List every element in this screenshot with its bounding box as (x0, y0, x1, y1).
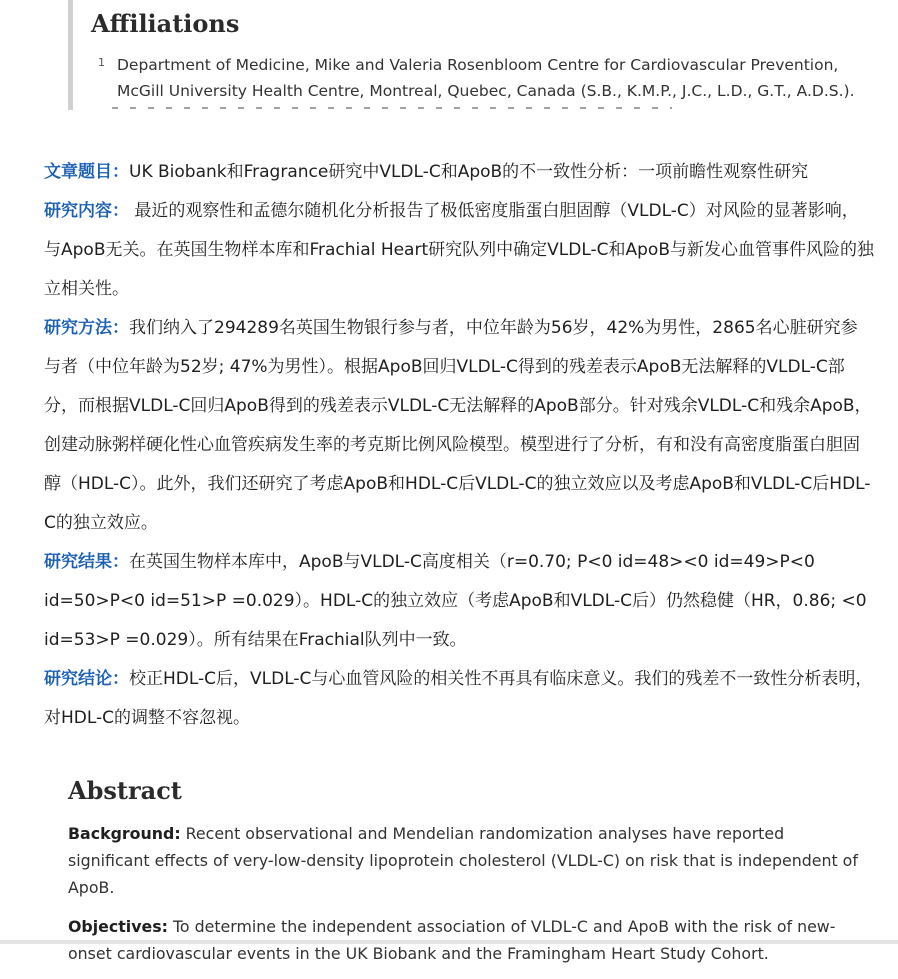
abstract-background-label: Background: (68, 824, 181, 843)
summary-result-text: 在英国生物样本库中，ApoB与VLDL-C高度相关（r=0.70; P<0 id=48><0 id=49>P<0 id=50>P<0 id=51>P =0.029）。HDL-C的独立效应（考虑ApoB和VLDL-C后）仍然稳健（HR，0.86; <0 id=53>P =0.029）。所有结果在Frachial队列中一致。 (44, 552, 867, 650)
summary-conclusion-text: 校正HDL-C后，VLDL-C与心血管风险的相关性不再具有临床意义。我们的残差不一致性分析表明，对HDL-C的调整不容忽视。 (44, 669, 873, 728)
abstract-background-text: Recent observational and Mendelian randomization analyses have reported significant effects of very-low-density lipoprotein cholesterol (VLDL-C) on risk that is independent of ApoB. (68, 824, 858, 897)
summary-content (44, 192, 874, 309)
cut-off-text-line (112, 104, 672, 110)
summary-conclusion-label: 研究结论： (44, 669, 129, 689)
abstract-objectives-label: Objectives: (68, 917, 168, 936)
affiliations-heading: Affiliations (91, 9, 240, 38)
abstract-body (68, 820, 868, 979)
abstract-background (68, 820, 868, 901)
summary-content-label: 研究内容： (44, 201, 129, 221)
abstract-heading: Abstract (68, 776, 182, 805)
summary-title-text: UK Biobank和Fragrance研究中VLDL-C和ApoB的不一致性分析：一项前瞻性观察性研究 (129, 162, 809, 182)
summary-result-label: 研究结果： (44, 552, 129, 572)
summary-result (44, 543, 874, 660)
abstract-objectives-text: To determine the independent association of VLDL-C and ApoB with the risk of new-onset cardiovascular events in the UK Biobank and the Framingham Heart Study Cohort. (68, 917, 836, 963)
chinese-summary (44, 153, 874, 738)
summary-method (44, 309, 874, 543)
affiliation-number: 1 (98, 56, 105, 69)
affiliation-text: Department of Medicine, Mike and Valeria Rosenbloom Centre for Cardiovascular Prevention, McGill University Health Centre, Montreal, Quebec, Canada (S.B., K.M.P., J.C., L.D., G.T., A.D.S.). (117, 56, 855, 100)
affiliations-section (68, 0, 888, 110)
summary-content-text: 最近的观察性和孟德尔随机化分析报告了极低密度脂蛋白胆固醇（VLDL-C）对风险的显著影响，与ApoB无关。在英国生物样本库和Frachial Heart研究队列中确定VLDL-C和ApoB与新发心血管事件风险的独立相关性。 (44, 201, 874, 299)
summary-method-text: 我们纳入了294289名英国生物银行参与者，中位年龄为56岁，42%为男性，2865名心脏研究参与者（中位年龄为52岁; 47%为男性）。根据ApoB回归VLDL-C得到的残差表示ApoB无法解释的VLDL-C部分，而根据VLDL-C回归ApoB得到的残差表示VLDL-C无法解释的ApoB部分。针对残余VLDL-C和残余ApoB，创建动脉粥样硬化性心血管疾病发生率的考克斯比例风险模型。模型进行了分析，有和没有高密度脂蛋白胆固醇（HDL-C）。此外，我们还研究了考虑ApoB和HDL-C后VLDL-C的独立效应以及考虑ApoB和VLDL-C后HDL-C的独立效应。 (44, 318, 872, 533)
bottom-divider (0, 940, 898, 944)
summary-conclusion (44, 660, 874, 738)
summary-title (44, 153, 874, 192)
summary-title-label: 文章题目： (44, 162, 129, 182)
summary-method-label: 研究方法： (44, 318, 129, 338)
